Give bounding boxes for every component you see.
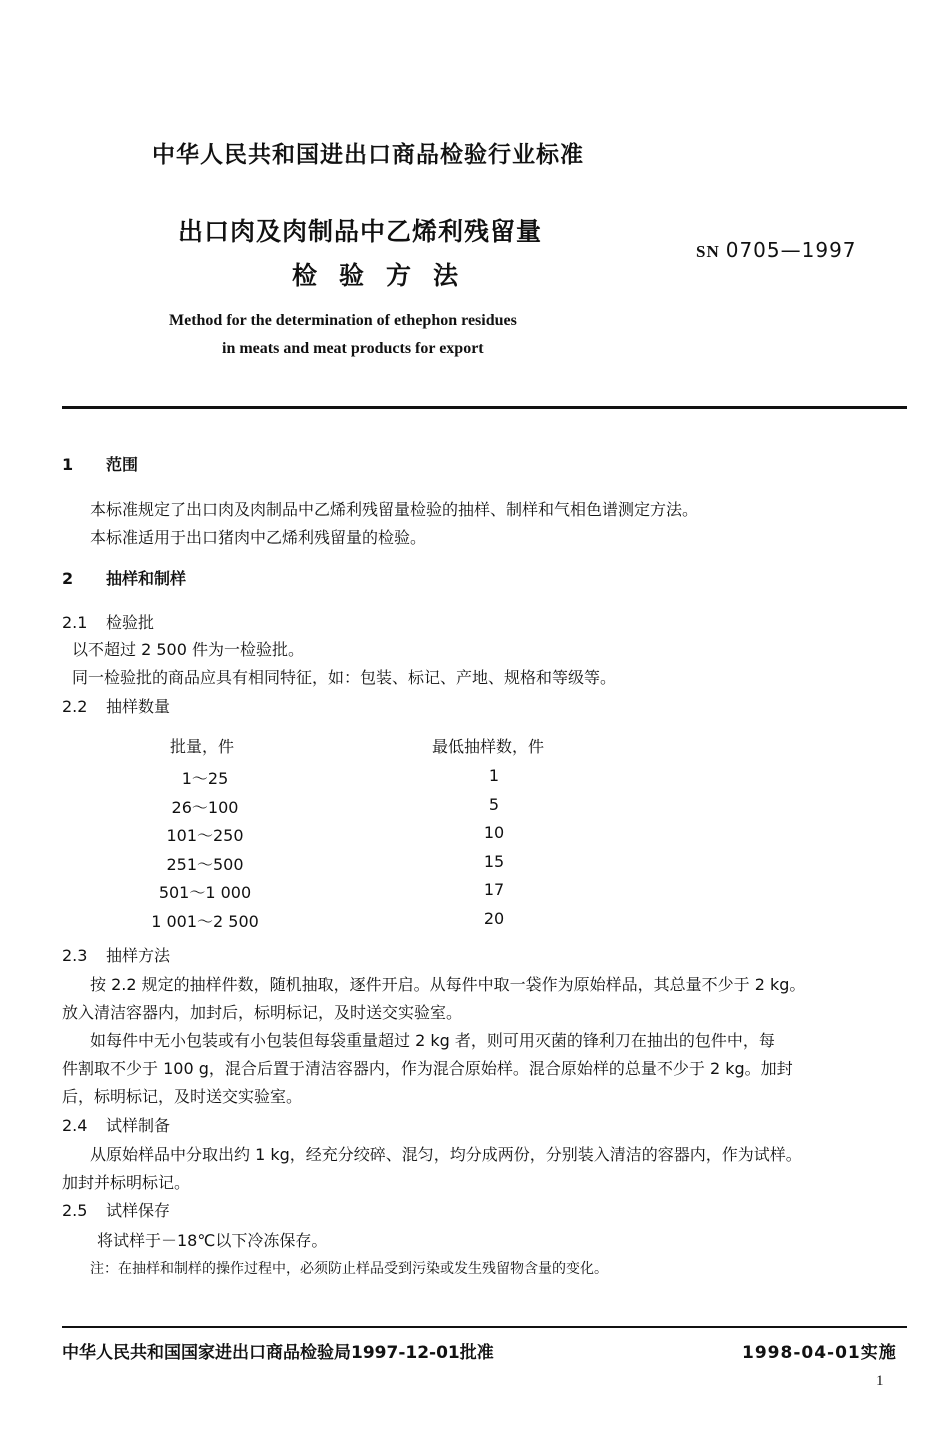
table-cell-lot: 26～100 (171, 798, 239, 817)
section-2-5-heading (62, 1198, 170, 1221)
section-2-2-heading (62, 694, 170, 717)
document-title-line1: 出口肉及肉制品中乙烯利残留量 (178, 217, 543, 246)
issuing-organization: 中华人民共和国进出口商品检验行业标准 (152, 142, 584, 168)
section-2-3-paragraph-2-line-3: 后，标明标记，及时送交实验室。 (62, 1087, 303, 1106)
section-2-4-heading (62, 1113, 170, 1136)
section-title: 抽样和制样 (106, 569, 187, 588)
table-cell-min: 17 (483, 880, 505, 899)
table-header-min-samples: 最低抽样数，件 (432, 737, 545, 756)
section-2-3-paragraph-1-line-1: 按 2.2 规定的抽样件数，随机抽取，逐件开启。从每件中取一袋作为原始样品，其总量不少于 2 kg。 (90, 975, 806, 994)
page-number: 1 (876, 1373, 884, 1389)
section-number: 2 (62, 569, 74, 588)
standard-prefix: SN (696, 242, 720, 261)
section-number: 1 (62, 455, 74, 474)
table-cell-lot: 501～1 000 (158, 883, 252, 902)
document-title-line2: 检验方法 (292, 261, 481, 290)
standard-number: 0705—1997 (725, 238, 857, 262)
section-title: 抽样方法 (106, 946, 171, 965)
table-header-lot-size: 批量，件 (170, 737, 235, 756)
section-number: 2.5 (62, 1201, 88, 1220)
section-2-1-paragraph-2: 同一检验批的商品应具有相同特征，如：包装、标记、产地、规格和等级等。 (72, 668, 617, 687)
section-2-4-paragraph-line-1: 从原始样品中分取出约 1 kg，经充分绞碎、混匀，均分成两份，分别装入清洁的容器内，作为试样。 (90, 1145, 802, 1164)
section-2-5-paragraph: 将试样于－18℃以下冷冻保存。 (97, 1231, 328, 1250)
section-title: 试样制备 (106, 1116, 171, 1135)
section-2-1-paragraph-1: 以不超过 2 500 件为一检验批。 (72, 640, 304, 659)
section-1-paragraph-1: 本标准规定了出口肉及肉制品中乙烯利残留量检验的抽样、制样和气相色谱测定方法。 (90, 500, 699, 519)
table-cell-min: 15 (483, 852, 505, 871)
section-2-3-paragraph-2-line-1: 如每件中无小包装或有小包装但每袋重量超过 2 kg 者，则可用灭菌的锋利刀在抽出的包件中，每 (90, 1031, 775, 1050)
table-cell-min: 10 (483, 823, 505, 842)
section-number: 2.3 (62, 946, 88, 965)
standard-code (696, 238, 857, 262)
section-2-5-note: 注：在抽样和制样的操作过程中，必须防止样品受到污染或发生残留物含量的变化。 (90, 1261, 608, 1277)
approval-statement: 中华人民共和国国家进出口商品检验局1997-12-01批准 (62, 1343, 494, 1363)
section-1-paragraph-2: 本标准适用于出口猪肉中乙烯利残留量的检验。 (90, 528, 427, 547)
table-cell-lot: 101～250 (166, 826, 244, 845)
section-number: 2.2 (62, 697, 88, 716)
section-number: 2.4 (62, 1116, 88, 1135)
section-2-3-paragraph-2-line-2: 件割取不少于 100 g，混合后置于清洁容器内，作为混合原始样。混合原始样的总量不少于 2 kg。加封 (62, 1059, 793, 1078)
section-2-heading (62, 566, 186, 589)
table-cell-lot: 1 001～2 500 (151, 912, 259, 931)
table-cell-lot: 251～500 (166, 855, 244, 874)
section-number: 2.1 (62, 613, 88, 632)
header-divider (62, 406, 907, 409)
english-title-line2: in meats and meat products for export (222, 340, 484, 357)
english-title-line1: Method for the determination of ethephon residues (169, 312, 517, 329)
section-1-heading (62, 452, 138, 475)
section-title: 抽样数量 (106, 697, 171, 716)
footer-divider (62, 1326, 907, 1328)
section-title: 试样保存 (106, 1201, 171, 1220)
table-cell-min: 1 (488, 766, 500, 785)
table-cell-min: 20 (483, 909, 505, 928)
section-2-3-paragraph-1-line-2: 放入清洁容器内，加封后，标明标记，及时送交实验室。 (62, 1003, 463, 1022)
table-cell-lot: 1～25 (181, 769, 229, 788)
section-title: 范围 (106, 455, 139, 474)
section-title: 检验批 (106, 613, 155, 632)
table-cell-min: 5 (488, 795, 500, 814)
implementation-date: 1998-04-01实施 (742, 1343, 897, 1363)
section-2-4-paragraph-line-2: 加封并标明标记。 (62, 1173, 191, 1192)
section-2-1-heading (62, 610, 154, 633)
section-2-3-heading (62, 943, 170, 966)
